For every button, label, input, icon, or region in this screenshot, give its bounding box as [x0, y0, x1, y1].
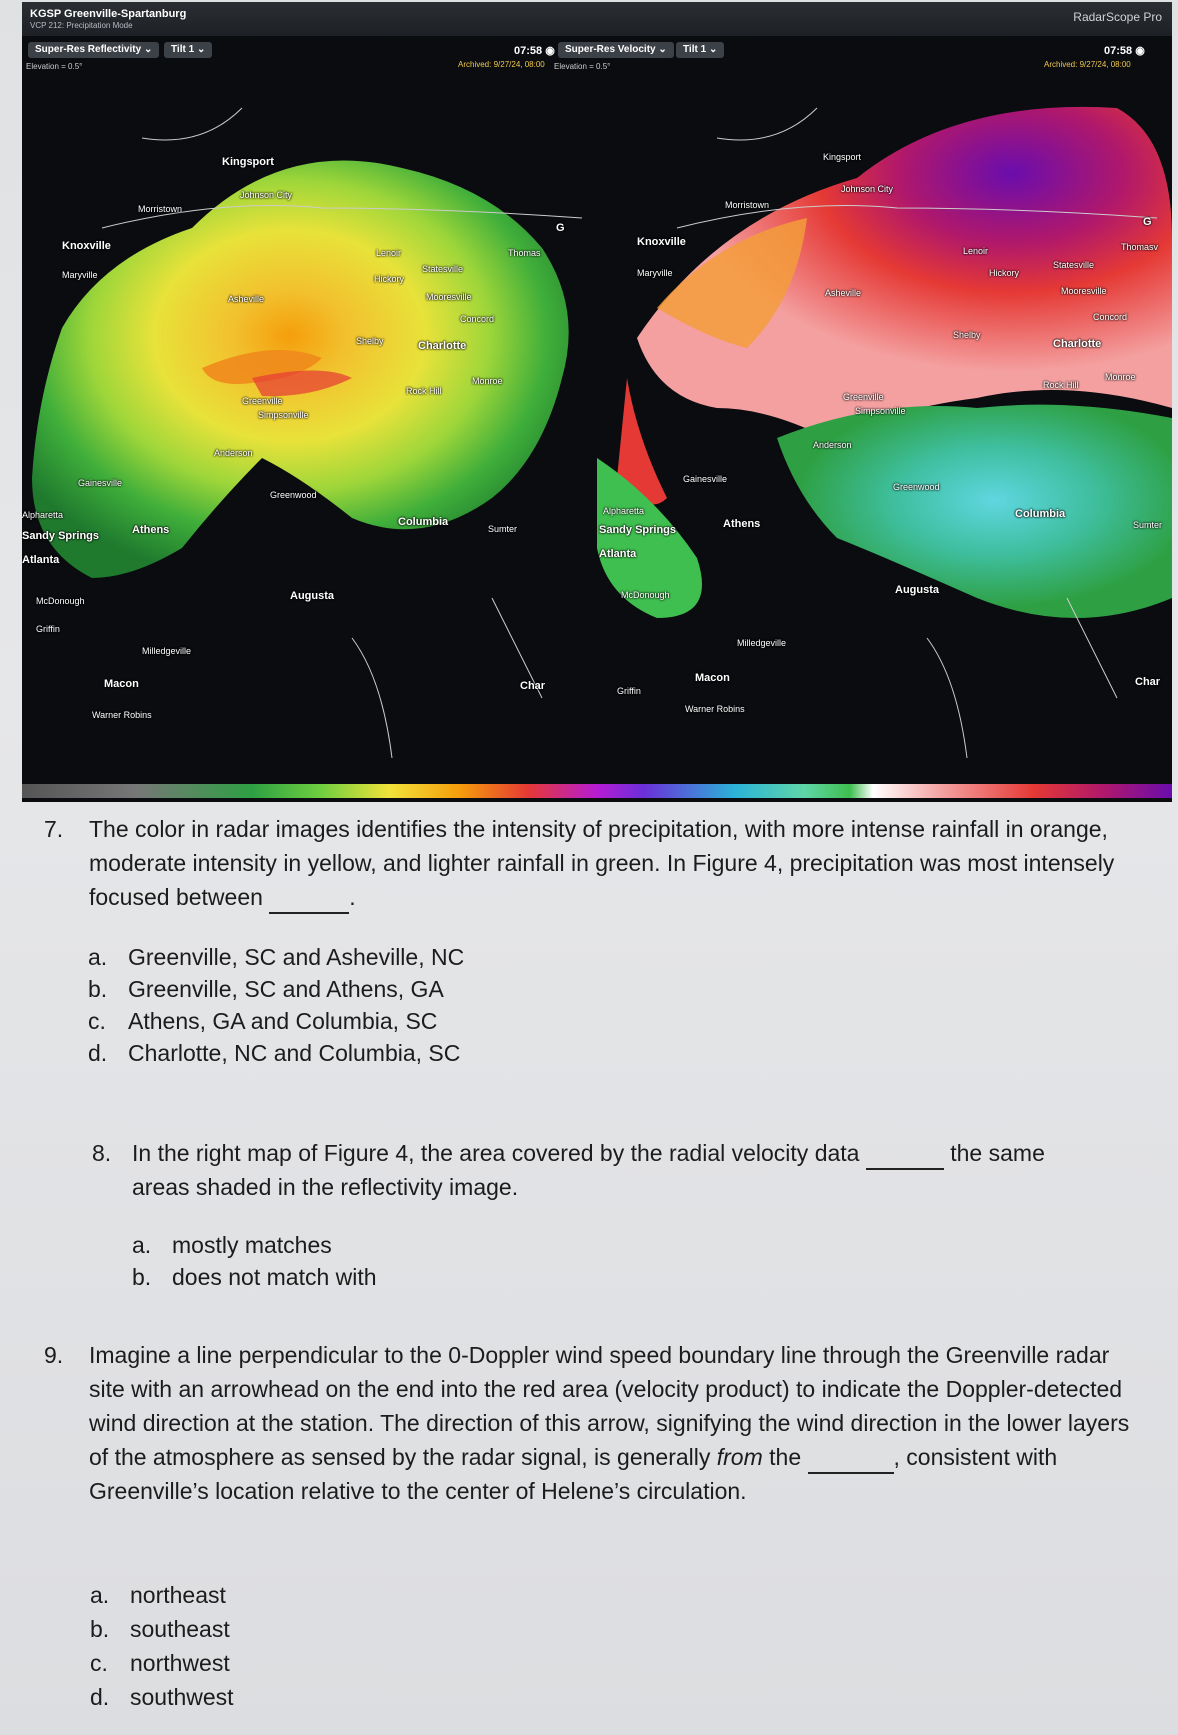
city-label: Knoxville [62, 240, 111, 252]
city-label: Sandy Springs [599, 524, 677, 536]
city-label: Augusta [895, 584, 939, 596]
option-text: southwest [130, 1684, 234, 1710]
city-label: Greenville [843, 392, 884, 402]
q9-option-c[interactable] [90, 1650, 230, 1677]
city-label: Griffin [36, 624, 60, 634]
right-product-label: Super-Res Velocity [565, 44, 656, 55]
question-9-emphasis: from [716, 1444, 763, 1470]
chevron-down-icon: ⌄ [658, 44, 667, 55]
option-letter: c. [88, 1008, 106, 1034]
velocity-map[interactable] [597, 78, 1172, 784]
city-label: G [1143, 216, 1152, 228]
city-label: Greenwood [893, 482, 940, 492]
city-label: Concord [460, 314, 495, 324]
answer-blank[interactable] [866, 1144, 944, 1170]
city-label: Rock Hill [406, 386, 442, 396]
option-letter: a. [132, 1232, 152, 1258]
left-archived: Archived: 9/27/24, 08:00 [458, 60, 545, 69]
question-8-text-a: In the right map of Figure 4, the area covered by the radial velocity data [132, 1140, 860, 1166]
city-label: Maryville [62, 270, 98, 280]
city-label: Kingsport [222, 156, 274, 168]
q9-option-b[interactable] [90, 1616, 230, 1643]
city-label: Charlotte [418, 340, 467, 352]
answer-blank[interactable] [269, 888, 349, 914]
question-8-text-c: areas shaded in the reflectivity image. [132, 1174, 519, 1200]
q7-option-c[interactable] [88, 1008, 437, 1035]
question-9-text-a: Imagine a line perpendicular to the 0-Doppler wind speed boundary line through the Greenville radar site with an arrowhead on the end into the red area (velocity product) to indicate the Doppler-detected wind direction at the station. The direction of this arrow, signifying the wind direction in the lower layers of the atmosphere as sensed by the radar signal, is generally [89, 1342, 1130, 1470]
city-label: Sumter [488, 524, 518, 534]
question-7-text: The color in radar images identifies the intensity of precipitation, with more intense rainfall in orange, moderate intensity in yellow, and lighter rainfall in green. In Figure 4, precipitation was most intensely focused between [89, 816, 1115, 910]
q9-option-d[interactable] [90, 1684, 234, 1711]
city-label: G [556, 222, 565, 234]
city-label: Johnson City [240, 190, 293, 200]
city-label: Columbia [1015, 508, 1066, 520]
city-label: Warner Robins [685, 704, 745, 714]
city-label: Shelby [953, 330, 981, 340]
city-label: Sandy Springs [22, 530, 100, 542]
city-label: Thomas [508, 248, 541, 258]
city-label: Simpsonville [258, 410, 309, 420]
option-text: northwest [130, 1650, 230, 1676]
clock-icon: ◉ [1135, 45, 1145, 57]
question-8 [92, 1136, 1092, 1204]
city-label: Lenoir [376, 248, 402, 258]
city-label: Atlanta [22, 554, 60, 566]
city-label: Macon [104, 678, 139, 690]
option-letter: b. [132, 1264, 152, 1290]
city-label: Hickory [989, 268, 1020, 278]
question-text [92, 1136, 1092, 1204]
left-tilt-select[interactable] [164, 42, 212, 58]
city-label: Milledgeville [142, 646, 192, 656]
city-label: Columbia [398, 516, 449, 528]
question-9-text-b: the [769, 1444, 802, 1470]
option-text: southeast [130, 1616, 230, 1642]
chevron-down-icon: ⌄ [708, 44, 718, 55]
option-letter: b. [88, 976, 108, 1002]
city-label: McDonough [36, 596, 85, 606]
left-time-label: 07:58 [514, 45, 543, 57]
city-label: Thomasv [1121, 242, 1159, 252]
q8-option-a[interactable] [132, 1232, 332, 1259]
city-label: Johnson City [841, 184, 894, 194]
city-label: Morristown [725, 200, 770, 210]
city-label: Statesville [422, 264, 464, 274]
left-product-label: Super-Res Reflectivity [35, 44, 142, 55]
city-label: Rock Hill [1043, 380, 1079, 390]
city-label: Athens [723, 518, 761, 530]
city-label: Augusta [290, 590, 334, 602]
station-label: KGSP Greenville-Spartanburg [30, 8, 187, 20]
chevron-down-icon: ⌄ [196, 44, 206, 55]
option-text: mostly matches [172, 1232, 332, 1258]
city-label: Atlanta [599, 548, 637, 560]
city-label: Alpharetta [603, 506, 645, 516]
app-brand: RadarScope Pro [1073, 10, 1162, 24]
question-text: The color in radar images identifies the intensity of precipitation, with more intense rainfall in orange, moderate intensity in yellow, and lighter rainfall in green. In Figure 4, precipitation was most intensely focused between . [44, 812, 1124, 914]
vcp-label: VCP 212: Precipitation Mode [30, 21, 133, 30]
option-text: Greenville, SC and Athens, GA [128, 976, 444, 1002]
option-letter: b. [90, 1616, 110, 1642]
city-label: Greenwood [270, 490, 317, 500]
city-label: Anderson [214, 448, 253, 458]
city-label: Morristown [138, 204, 183, 214]
city-label: Griffin [617, 686, 641, 696]
clock-icon: ◉ [545, 45, 555, 57]
city-label: Maryville [637, 268, 673, 278]
city-label: Kingsport [823, 152, 862, 162]
city-label: Gainesville [683, 474, 728, 484]
city-label: Lenoir [963, 246, 989, 256]
right-archived: Archived: 9/27/24, 08:00 [1044, 60, 1131, 69]
question-8-text-b: the same [950, 1140, 1045, 1166]
city-label: Shelby [356, 336, 384, 346]
city-label: Mooresville [426, 292, 472, 302]
reflectivity-map[interactable] [22, 78, 597, 784]
left-tilt-label: Tilt 1 [171, 44, 195, 55]
city-label: Warner Robins [92, 710, 152, 720]
city-label: Monroe [1105, 372, 1136, 382]
right-product-select[interactable] [558, 42, 674, 58]
city-label: Knoxville [637, 236, 686, 248]
left-product-select[interactable] [28, 42, 159, 58]
right-time-label: 07:58 [1104, 45, 1133, 57]
option-letter: d. [90, 1684, 110, 1710]
city-label: Statesville [1053, 260, 1095, 270]
city-label: Char [1135, 676, 1161, 688]
question-7 [44, 812, 1124, 914]
city-label: Mooresville [1061, 286, 1107, 296]
question-number: 8. [92, 1140, 112, 1166]
option-text: Greenville, SC and Asheville, NC [128, 944, 465, 970]
city-label: Macon [695, 672, 730, 684]
city-label: Hickory [374, 274, 405, 284]
city-label: Asheville [228, 294, 265, 304]
q8-option-b[interactable] [132, 1264, 377, 1291]
q7-option-d[interactable] [88, 1040, 460, 1067]
city-label: Asheville [825, 288, 862, 298]
option-text: northeast [130, 1582, 226, 1608]
option-letter: a. [88, 944, 108, 970]
radar-topbar [22, 2, 1172, 36]
left-panel-bar [22, 38, 597, 78]
right-tilt-label: Tilt 1 [683, 44, 707, 55]
right-time [1104, 44, 1145, 57]
station-name [30, 8, 186, 30]
city-label: Athens [132, 524, 170, 536]
option-letter: c. [90, 1650, 108, 1676]
city-label: Simpsonville [855, 406, 906, 416]
option-text: Athens, GA and Columbia, SC [128, 1008, 438, 1034]
q7-option-a[interactable] [88, 944, 464, 971]
answer-blank[interactable] [808, 1448, 894, 1474]
city-label: Greenville [242, 396, 283, 406]
right-tilt-select[interactable] [676, 42, 724, 58]
question-number: 9. [44, 1342, 64, 1368]
city-label: Milledgeville [737, 638, 787, 648]
city-label: McDonough [621, 590, 670, 600]
option-text: does not match with [172, 1264, 377, 1290]
city-label: Alpharetta [22, 510, 64, 520]
q9-option-a[interactable] [90, 1582, 226, 1609]
city-label: Monroe [472, 376, 503, 386]
question-text [44, 1338, 1144, 1508]
right-elevation: Elevation = 0.5° [554, 62, 611, 71]
city-label: Charlotte [1053, 338, 1102, 350]
city-label: Concord [1093, 312, 1128, 322]
chevron-down-icon: ⌄ [143, 44, 153, 55]
question-9 [44, 1338, 1144, 1508]
left-elevation: Elevation = 0.5° [26, 62, 83, 71]
city-label: Gainesville [78, 478, 123, 488]
option-text: Charlotte, NC and Columbia, SC [128, 1040, 461, 1066]
city-label: Char [520, 680, 546, 692]
color-scale-bar [22, 784, 1172, 798]
option-letter: d. [88, 1040, 108, 1066]
radar-screen [22, 2, 1172, 802]
question-9-text-c: , consistent with Greenville’s location relative to the center of Helene’s circulation. [89, 1444, 1058, 1504]
city-label: Sumter [1133, 520, 1163, 530]
option-letter: a. [90, 1582, 110, 1608]
city-label: Anderson [813, 440, 852, 450]
q7-option-b[interactable] [88, 976, 444, 1003]
question-number: 7. [44, 816, 64, 842]
right-panel-bar [544, 38, 1172, 78]
